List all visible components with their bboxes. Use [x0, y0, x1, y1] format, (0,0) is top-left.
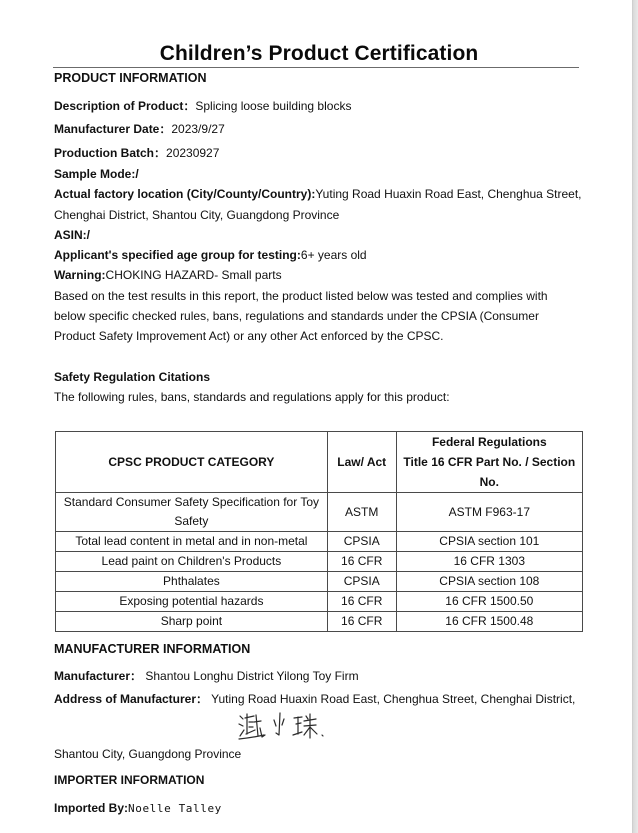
age-group-value: 6+ years old [300, 248, 367, 262]
manufacturer-address-row [54, 692, 575, 707]
age-group-row [54, 248, 367, 263]
sample-mode-row: Sample Mode:/ [54, 167, 139, 181]
table-row [56, 592, 583, 612]
manufacturer-value: Shantou Longhu District Yilong Toy Firm [142, 669, 359, 683]
signature-image [236, 708, 346, 744]
factory-location-value: Yuting Road Huaxin Road East, Chenghua Street, [315, 187, 582, 201]
cell-law: CPSIA [327, 572, 396, 592]
cell-category: Sharp point [56, 612, 328, 632]
page-title: Children’s Product Certification [159, 42, 479, 65]
table-row [56, 493, 583, 532]
cell-category-line2: Safety [174, 514, 209, 528]
title-divider [53, 67, 579, 68]
safety-heading: Safety Regulation Citations [54, 370, 211, 384]
manufacturer-address-continued: Shantou City, Guangdong Province [54, 747, 242, 761]
manufacturer-info-heading: MANUFACTURER INFORMATION [54, 642, 251, 656]
cell-law: CPSIA [327, 532, 396, 552]
manufacturer-label: Manufacturer： [54, 669, 143, 683]
production-batch-value: 20230927 [166, 146, 220, 160]
compliance-text-line3: Product Safety Improvement Act) or any other Act enforced by the CPSC. [54, 329, 444, 343]
factory-location-row [54, 187, 582, 202]
imported-by-value: Noelle Talley [128, 802, 222, 815]
manufacturer-date-row [54, 122, 225, 137]
cell-category: Lead paint on Children's Products [56, 552, 328, 572]
description-value: Splicing loose building blocks [195, 99, 352, 113]
compliance-text-line1: Based on the test results in this report, the product listed below was tested and complies with [54, 289, 548, 303]
cell-regulation: ASTM F963-17 [396, 493, 582, 532]
importer-info-heading: IMPORTER INFORMATION [54, 773, 205, 787]
header-fed-line3: No. [479, 475, 499, 489]
warning-row [54, 268, 282, 283]
header-fed-line1: Federal Regulations [431, 435, 547, 449]
description-row [54, 99, 351, 114]
factory-location-label: Actual factory location (City/County/Country): [54, 187, 316, 201]
table-header-row [56, 432, 583, 493]
viewer-scroll-edge[interactable] [632, 0, 638, 833]
cell-law: 16 CFR [327, 552, 396, 572]
cell-regulation: 16 CFR 1500.48 [396, 612, 582, 632]
factory-location-continued: Chenghai District, Shantou City, Guangdong Province [54, 208, 340, 222]
cell-regulation: CPSIA section 108 [396, 572, 582, 592]
production-batch-label: Production Batch： [54, 146, 167, 160]
header-law: Law/ Act [327, 432, 396, 493]
table-row [56, 612, 583, 632]
warning-value: CHOKING HAZARD- Small parts [105, 268, 282, 282]
age-group-label: Applicant's specified age group for testing: [54, 248, 301, 262]
safety-intro: The following rules, bans, standards and regulations apply for this product: [54, 390, 450, 404]
production-batch-row [54, 146, 219, 161]
cell-regulation: 16 CFR 1303 [396, 552, 582, 572]
cell-law: 16 CFR [327, 612, 396, 632]
address-value: Yuting Road Huaxin Road East, Chenghua Street, Chenghai District, [208, 692, 576, 706]
cell-regulation: CPSIA section 101 [396, 532, 582, 552]
cell-category [56, 493, 328, 532]
description-label: Description of Product： [54, 99, 196, 113]
manufacturer-date-value: 2023/9/27 [171, 122, 225, 136]
address-label: Address of Manufacturer： [54, 692, 209, 706]
product-info-heading: PRODUCT INFORMATION [54, 71, 207, 85]
table-row [56, 572, 583, 592]
header-fed-line2: Title 16 CFR Part No. / Section [403, 455, 576, 469]
cell-category: Phthalates [56, 572, 328, 592]
manufacturer-date-label: Manufacturer Date： [54, 122, 172, 136]
imported-by-row [54, 801, 222, 816]
header-federal-regulations [396, 432, 582, 493]
table-row [56, 552, 583, 572]
warning-label: Warning: [54, 268, 106, 282]
regulations-table [55, 431, 583, 632]
manufacturer-row [54, 669, 359, 684]
cell-law: ASTM [327, 493, 396, 532]
cell-category: Exposing potential hazards [56, 592, 328, 612]
table-row [56, 532, 583, 552]
cell-regulation: 16 CFR 1500.50 [396, 592, 582, 612]
asin-row: ASIN:/ [54, 228, 90, 242]
compliance-text-line2: below specific checked rules, bans, regulations and standards under the CPSIA (Consumer [54, 309, 539, 323]
cell-law: 16 CFR [327, 592, 396, 612]
cell-category: Total lead content in metal and in non-metal [56, 532, 328, 552]
imported-by-label: Imported By: [54, 801, 129, 815]
cell-category-line1: Standard Consumer Safety Specification for Toy [63, 495, 320, 509]
header-category: CPSC PRODUCT CATEGORY [56, 432, 328, 493]
